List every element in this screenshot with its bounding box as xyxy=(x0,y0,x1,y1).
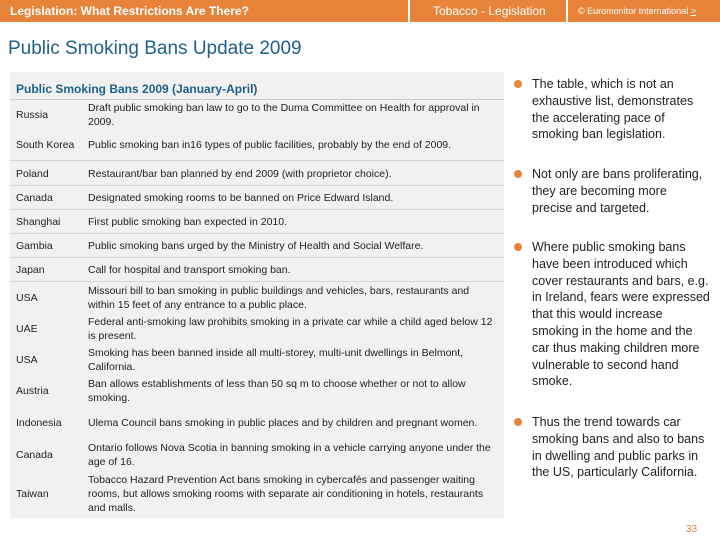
country-cell: Austria xyxy=(16,385,49,397)
description-cell: Ban allows establishments of less than 50 sq m to choose whether or not to allow smoking. xyxy=(88,378,466,404)
bullet-item xyxy=(514,166,710,216)
bullet-text: Where public smoking bans have been introduced which cover restaurants and bars, e.g. in Ireland, fears were expressed that this would increase smoking in the home and the car thus making children more vulnerable to second hand smoke. xyxy=(532,240,710,389)
table-row xyxy=(10,375,504,407)
country-cell: USA xyxy=(16,353,38,366)
country-cell: Canada xyxy=(16,449,53,461)
country-cell: Canada xyxy=(16,191,53,204)
table-row xyxy=(10,439,504,471)
description-cell: Federal anti-smoking law prohibits smoking in a private car while a child aged below 12 is present. xyxy=(88,315,493,342)
country-cell: Indonesia xyxy=(16,417,62,429)
table-row xyxy=(10,258,504,282)
bullet-text: The table, which is not an exhaustive list, demonstrates the accelerating pace of smoking ban legislation. xyxy=(532,77,694,142)
bullet-item xyxy=(514,76,710,143)
country-cell: Shanghai xyxy=(16,215,61,228)
description-cell: Ontario follows Nova Scotia in banning smoking in a vehicle carrying anyone under the age of 16. xyxy=(88,442,491,468)
bullet-item xyxy=(514,239,710,390)
bullet-item xyxy=(514,414,710,481)
description-cell: Missouri bill to ban smoking in public buildings and vehicles, bars, restaurants and within 15 feet of any entrance to a public place. xyxy=(88,284,470,311)
description-cell: Call for hospital and transport smoking ban. xyxy=(88,263,291,276)
country-cell: UAE xyxy=(16,322,38,335)
section-title: Legislation: What Restrictions Are There? xyxy=(0,0,408,22)
bullet-dot-icon xyxy=(514,80,522,88)
description-cell: Smoking has been banned inside all multi-storey, multi-unit dwellings in Belmont, California. xyxy=(88,346,464,373)
description-cell: Public smoking bans urged by the Ministry of Health and Social Welfare. xyxy=(88,239,424,252)
table-row xyxy=(10,313,504,344)
country-cell: Russia xyxy=(16,109,49,121)
topic-label: Tobacco - Legislation xyxy=(408,0,566,22)
description-cell: Draft public smoking ban law to go to the Duma Committee on Health for approval in 2009. xyxy=(88,102,480,128)
table-row xyxy=(10,162,504,186)
table-row xyxy=(10,407,504,439)
table-row xyxy=(10,234,504,258)
copyright-notice xyxy=(566,0,720,22)
table-row xyxy=(10,130,504,161)
description-cell: Public smoking ban in16 types of public facilities, probably by the end of 2009. xyxy=(88,139,452,151)
more-link[interactable]: > xyxy=(690,6,696,16)
country-cell: Gambia xyxy=(16,239,53,252)
description-cell: Ulema Council bans smoking in public places and by children and pregnant women. xyxy=(88,417,478,429)
bullet-dot-icon xyxy=(514,243,522,251)
table-row xyxy=(10,210,504,234)
country-cell: Japan xyxy=(16,263,45,276)
page-number: 33 xyxy=(686,524,698,535)
bullet-dot-icon xyxy=(514,170,522,178)
country-cell: Poland xyxy=(16,167,49,180)
page-title: Public Smoking Bans Update 2009 xyxy=(8,38,302,59)
bullet-dot-icon xyxy=(514,418,522,426)
copyright-text: © Euromonitor International xyxy=(578,6,689,16)
description-cell: Designated smoking rooms to be banned on Price Edward Island. xyxy=(88,191,394,204)
table-row xyxy=(10,100,504,130)
country-cell: South Korea xyxy=(16,139,75,151)
table-row xyxy=(10,471,504,517)
country-cell: USA xyxy=(16,291,38,304)
table-row xyxy=(10,282,504,313)
table-heading: Public Smoking Bans 2009 (January-April) xyxy=(16,82,258,96)
bullet-text: Not only are bans proliferating, they are becoming more precise and targeted. xyxy=(532,167,703,215)
bullet-text: Thus the trend towards car smoking bans and also to bans in dwelling and public parks in the US, particularly California. xyxy=(532,415,705,480)
country-cell: Taiwan xyxy=(16,488,49,500)
header-bar xyxy=(0,0,720,22)
table-row xyxy=(10,186,504,210)
description-cell: Restaurant/bar ban planned by end 2009 (with proprietor choice). xyxy=(88,167,392,180)
description-cell: Tobacco Hazard Prevention Act bans smoking in cybercafés and passenger waiting rooms, but allows smoking rooms with separate air conditioning in hotels, restaurants and malls. xyxy=(88,474,484,514)
table-row xyxy=(10,344,504,375)
description-cell: First public smoking ban expected in 2010. xyxy=(88,215,288,228)
smoking-bans-table xyxy=(10,72,504,518)
